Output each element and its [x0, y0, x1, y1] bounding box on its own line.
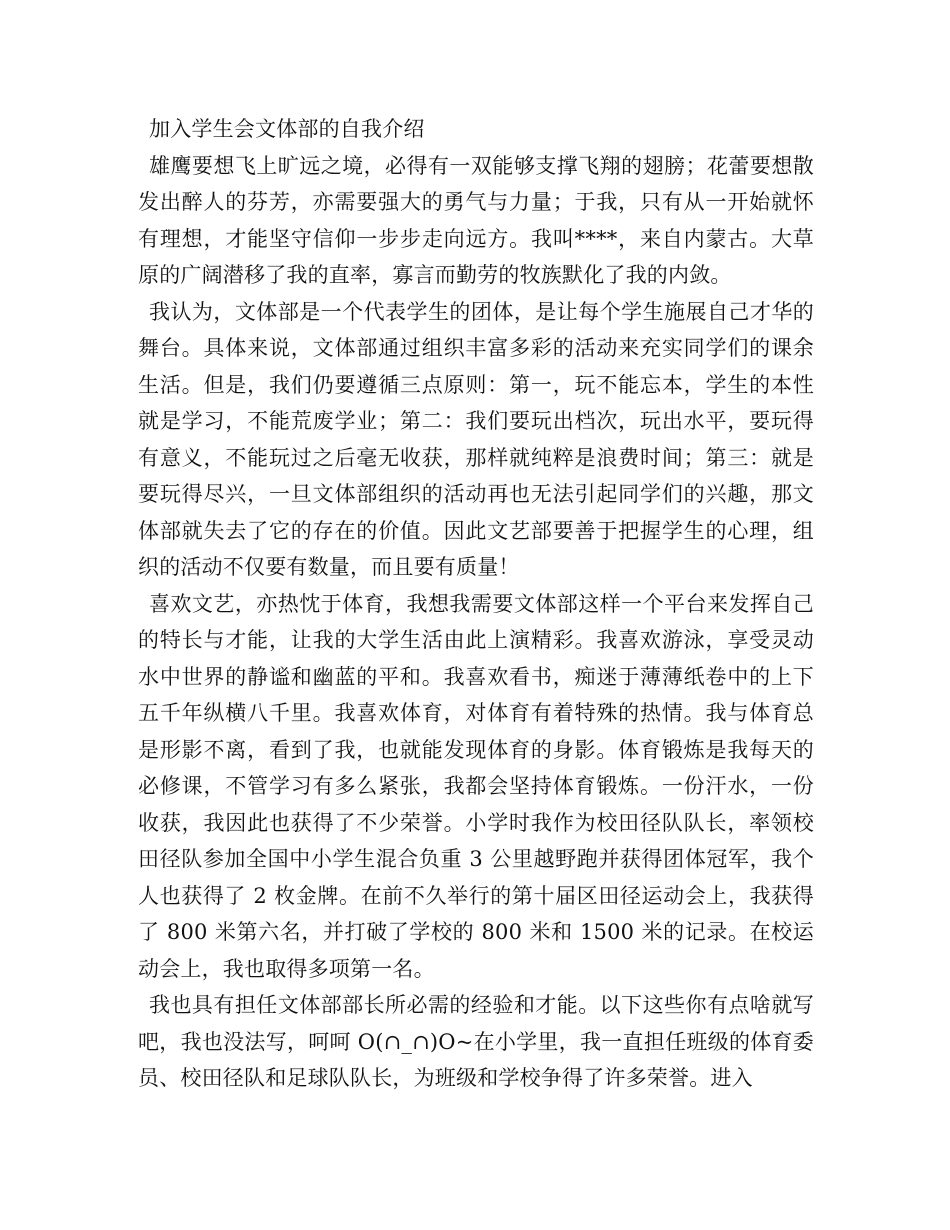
paragraph-experience: 我也具有担任文体部部长所必需的经验和才能。以下这些你有点啥就写吧，我也没法写，呵呵 O(∩_∩)O~在小学里，我一直担任班级的体育委员、校田径队和足球队队长，为班级和学校争得了许多荣誉。进入 [138, 993, 814, 1090]
paragraph-hobbies: 喜欢文艺，亦热忱于体育，我想我需要文体部这样一个平台来发挥自己的特长与才能，让我的大学生活由此上演精彩。我喜欢游泳，享受灵动水中世界的静谧和幽蓝的平和。我喜欢看书，痴迷于薄薄纸卷中的上下五千年纵横八千里。我喜欢体育，对体育有着特殊的热情。我与体育总是形影不离，看到了我，也就能发现体育的身影。体育锻炼是我每天的必修课，不管学习有多么紧张，我都会坚持体育锻炼。一份汗水，一份收获，我因此也获得了不少荣誉。小学时我作为校田径队队长，率领校田径队参加全国中小学生混合负重 3 公里越野跑并获得团体冠军，我个人也获得了 2 枚金牌。在前不久举行的第十届区田径运动会上，我获得了 800 米第六名，并打破了学校的 800 米和 1500 米的记录。在校运动会上，我也取得多项第一名。 [138, 591, 814, 981]
document-title: 加入学生会文体部的自我介绍 [149, 117, 425, 141]
paragraph-principles: 我认为，文体部是一个代表学生的团体，是让每个学生施展自己才华的舞台。具体来说，文体部通过组织丰富多彩的活动来充实同学们的课余生活。但是，我们仍要遵循三点原则：第一，玩不能忘本，学生的本性就是学习，不能荒废学业；第二：我们要玩出档次，玩出水平，要玩得有意义，不能玩过之后毫无收获，那样就纯粹是浪费时间；第三：就是要玩得尽兴，一旦文体部组织的活动再也无法引起同学们的兴趣，那文体部就失去了它的存在的价值。因此文艺部要善于把握学生的心理，组织的活动不仅要有数量，而且要有质量！ [138, 299, 814, 579]
document-body [138, 111, 814, 1097]
paragraph-intro: 雄鹰要想飞上旷远之境，必得有一双能够支撑飞翔的翅膀；花蕾要想散发出醉人的芬芳，亦需要强大的勇气与力量；于我，只有从一开始就怀有理想，才能坚守信仰一步步走向远方。我叫****，来自内蒙古。大草原的广阔潜移了我的直率，寡言而勤劳的牧族默化了我的内敛。 [138, 153, 814, 287]
